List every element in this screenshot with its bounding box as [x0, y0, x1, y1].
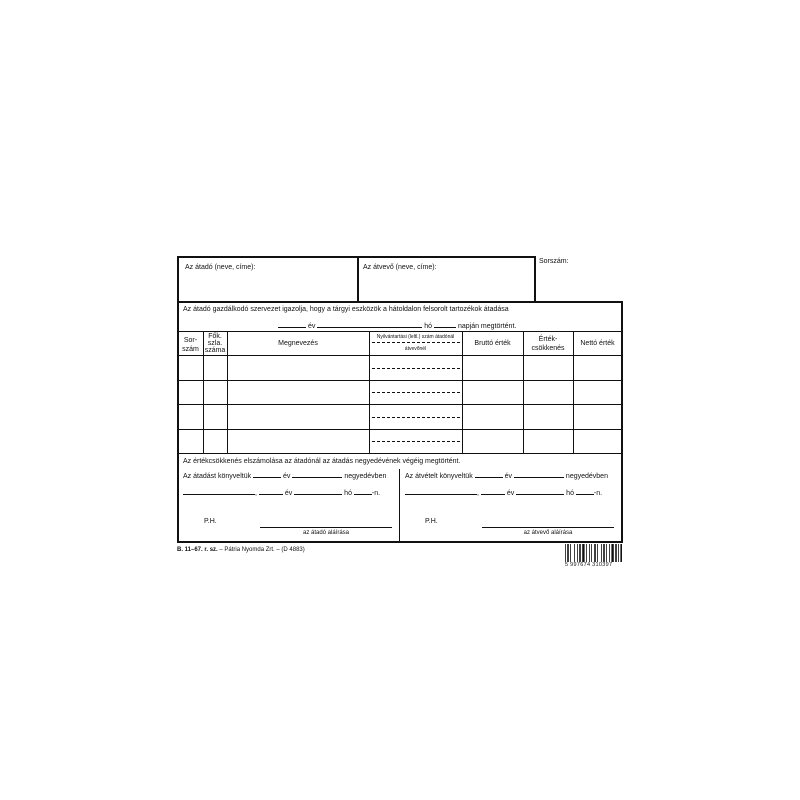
header-serial: Sor- szám [182, 337, 199, 353]
left-day-blank[interactable] [354, 488, 372, 495]
footer-divider [399, 469, 400, 542]
barcode-digits: 5 997674 310397 [565, 562, 613, 568]
right-signature-caption: az átvevő aláírása [523, 530, 573, 536]
serial-number-label: Sorszám: [539, 258, 569, 265]
right-month-blank[interactable] [516, 488, 564, 495]
header-ledger: Fők. szla. száma [204, 333, 226, 354]
table-row-line [178, 380, 622, 381]
year-word: év [307, 323, 316, 330]
header-registry-bottom: átvevőnél [404, 346, 427, 352]
table-header-bottom-line [178, 355, 622, 356]
table-row-line [178, 404, 622, 405]
left-signature-caption: az átadó aláírása [302, 530, 350, 536]
left-place-blank[interactable] [183, 488, 255, 495]
right-quarter-blank[interactable] [514, 471, 564, 478]
transferor-label: Az átadó (neve, címe): [185, 264, 256, 271]
left-date-line: , év hó -n. [183, 488, 380, 497]
header-registry-top: Nyilvántartási (leltl.) szám átadónál [376, 334, 455, 340]
imprint-code: B. 11–67. r. sz. [177, 547, 218, 553]
header-net: Nettó érték [580, 340, 615, 347]
left-signature-line[interactable] [260, 527, 392, 528]
right-year2-blank[interactable] [481, 488, 505, 495]
col-divider [462, 331, 463, 453]
registry-row-dash [372, 392, 460, 393]
recipient-box[interactable] [357, 256, 536, 303]
table-bottom-line [178, 453, 622, 454]
header-gross: Bruttó érték [474, 340, 511, 347]
right-year-blank[interactable] [475, 471, 503, 478]
right-day-blank[interactable] [576, 488, 594, 495]
left-quarter-blank[interactable] [292, 471, 342, 478]
table-top-line [178, 331, 622, 332]
day-suffix: napján megtörtént. [457, 323, 517, 330]
registry-row-dash [372, 417, 460, 418]
header-registry-dash [372, 342, 460, 343]
left-month-blank[interactable] [294, 488, 342, 495]
barcode-icon [565, 544, 623, 562]
transferor-box[interactable] [177, 256, 359, 303]
statement-line: Az átadó gazdálkodó szervezet igazolja, hogy a tárgyi eszközök a hátoldalon felsorolt tartozékok átadása [183, 306, 509, 313]
col-divider [573, 331, 574, 453]
registry-row-dash [372, 441, 460, 442]
table-row-line [178, 429, 622, 430]
col-divider [227, 331, 228, 453]
right-booked-line: Az átvételt könyveltük év negyedévben [405, 473, 608, 480]
right-stamp-label: P.H. [425, 518, 438, 525]
header-name: Megnevezés [278, 340, 318, 347]
right-place-blank[interactable] [405, 488, 477, 495]
registry-row-dash [372, 368, 460, 369]
year-blank[interactable] [278, 321, 306, 328]
left-stamp-label: P.H. [204, 518, 217, 525]
right-signature-line[interactable] [482, 527, 614, 528]
left-year-blank[interactable] [253, 471, 281, 478]
month-blank[interactable] [317, 321, 422, 328]
month-word: hó [424, 323, 433, 330]
right-date-line: , év hó -n. [405, 488, 602, 497]
imprint-publisher: – Pátria Nyomda Zrt. – (D 4883) [219, 547, 305, 553]
depreciation-statement: Az értékcsökkenés elszámolása az átadónál az átadás negyedévének végéig megtörtént. [183, 458, 461, 465]
left-year2-blank[interactable] [259, 488, 283, 495]
recipient-label: Az átvevő (neve, címe): [363, 264, 437, 271]
statement-date-line [278, 321, 516, 330]
day-blank[interactable] [434, 321, 456, 328]
left-booked-line: Az átadást könyveltük év negyedévben [183, 473, 387, 480]
header-depreciation: Érték- csökkenés [531, 336, 565, 352]
imprint [177, 547, 305, 553]
